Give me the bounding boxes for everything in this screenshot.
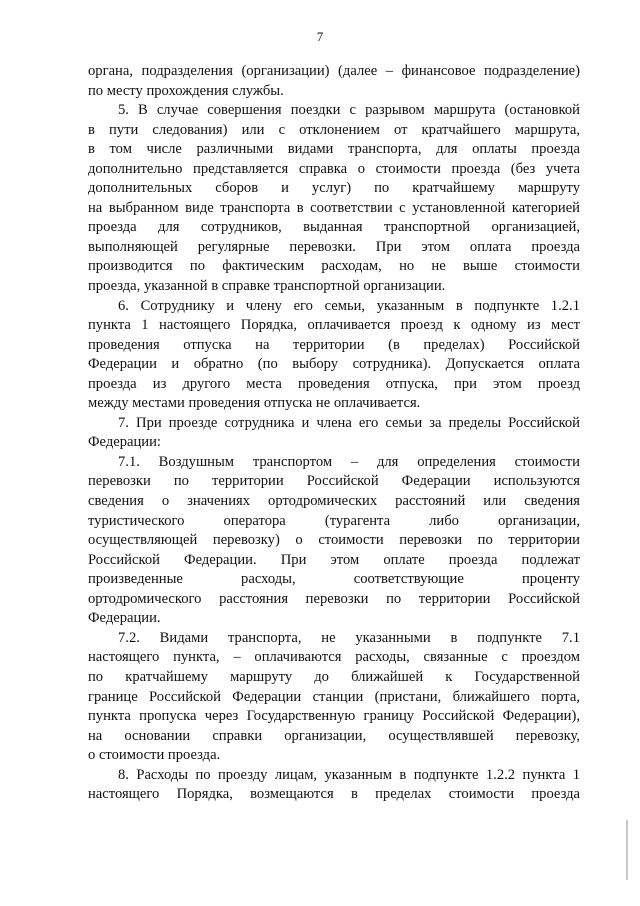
- text-line: Федерации и обратно (по выбору сотрудника). Допускается оплата: [88, 356, 580, 373]
- text-line: произведенные расходы, соответствующие проценту: [88, 571, 580, 588]
- text-line: по месту прохождения службы.: [88, 82, 284, 99]
- text-line: в пути следования) или с отклонением от кратчайшего маршрута,: [88, 121, 580, 138]
- text-line: 7. При проезде сотрудника и члена его семьи за пределы Российской: [118, 414, 580, 431]
- text-line: проведения отпуска на территории (в пределах) Российской: [88, 336, 580, 353]
- text-line: Федерации.: [88, 610, 161, 627]
- text-line: осуществляющей перевозку) о стоимости перевозки по территории: [88, 532, 580, 549]
- scan-edge-mark: [626, 820, 628, 880]
- text-line: производится по фактическим расходам, но не выше стоимости: [88, 258, 580, 275]
- text-line: пункта 1 настоящего Порядка, оплачивается проезд к одному из мест: [88, 317, 580, 334]
- document-body: [88, 62, 580, 805]
- text-line: Российской Федерации. При этом оплате проезда подлежат: [88, 551, 580, 568]
- text-line: 7.1. Воздушным транспортом – для определения стоимости: [118, 453, 580, 470]
- text-line: пункта пропуска через Государственную границу Российской Федерации),: [88, 708, 580, 725]
- text-line: настоящего Порядка, возмещаются в пределах стоимости проезда: [88, 786, 580, 803]
- text-line: о стоимости проезда.: [88, 747, 221, 764]
- text-line: 7.2. Видами транспорта, не указанными в подпункте 7.1: [118, 629, 580, 646]
- text-line: 5. В случае совершения поездки с разрывом маршрута (остановкой: [118, 102, 580, 119]
- text-line: Федерации:: [88, 434, 161, 451]
- paragraph: [88, 297, 580, 414]
- text-line: перевозки по территории Российской Федерации используются: [88, 473, 580, 490]
- text-line: между местами проведения отпуска не оплачивается.: [88, 395, 421, 412]
- text-line: туристического оператора (турагента либо организации,: [88, 512, 580, 529]
- text-line: настоящего пункта, – оплачиваются расходы, связанные с проездом: [88, 649, 580, 666]
- text-line: дополнительных сборов и услуг) по кратчайшему маршруту: [88, 180, 580, 197]
- text-line: на основании справки организации, осуществлявшей перевозку,: [88, 727, 580, 744]
- text-line: проезда для сотрудников, выданная транспортной организацией,: [88, 219, 580, 236]
- paragraph: [88, 766, 580, 805]
- text-line: проезда из другого места проведения отпуска, при этом проезд: [88, 375, 580, 392]
- text-line: сведения о значениях ортодромических расстояний или сведения: [88, 493, 580, 510]
- text-line: на выбранном виде транспорта в соответствии с установленной категорией: [88, 199, 580, 216]
- paragraph: [88, 62, 580, 101]
- paragraph: [88, 101, 580, 296]
- page-number: 7: [316, 29, 324, 44]
- text-line: 6. Сотруднику и члену его семьи, указанным в подпункте 1.2.1: [118, 297, 580, 314]
- text-line: выполняющей регулярные перевозки. При этом оплата проезда: [88, 238, 580, 255]
- paragraph: [88, 414, 580, 453]
- text-line: в том числе различными видами транспорта, для оплаты проезда: [88, 141, 580, 158]
- text-line: ортодромического расстояния перевозки по территории Российской: [88, 590, 580, 607]
- text-line: границе Российской Федерации станции (пристани, ближайшего порта,: [88, 688, 580, 705]
- text-line: дополнительно представляется справка о стоимости проезда (без учета: [88, 160, 580, 177]
- text-line: проезда, указанной в справке транспортной организации.: [88, 278, 446, 295]
- text-line: 8. Расходы по проезду лицам, указанным в подпункте 1.2.2 пункта 1: [118, 766, 580, 783]
- paragraph: [88, 453, 580, 629]
- text-line: по кратчайшему маршруту до ближайшей к Государственной: [88, 668, 580, 685]
- paragraph: [88, 629, 580, 766]
- text-line: органа, подразделения (организации) (далее – финансовое подразделение): [88, 63, 580, 79]
